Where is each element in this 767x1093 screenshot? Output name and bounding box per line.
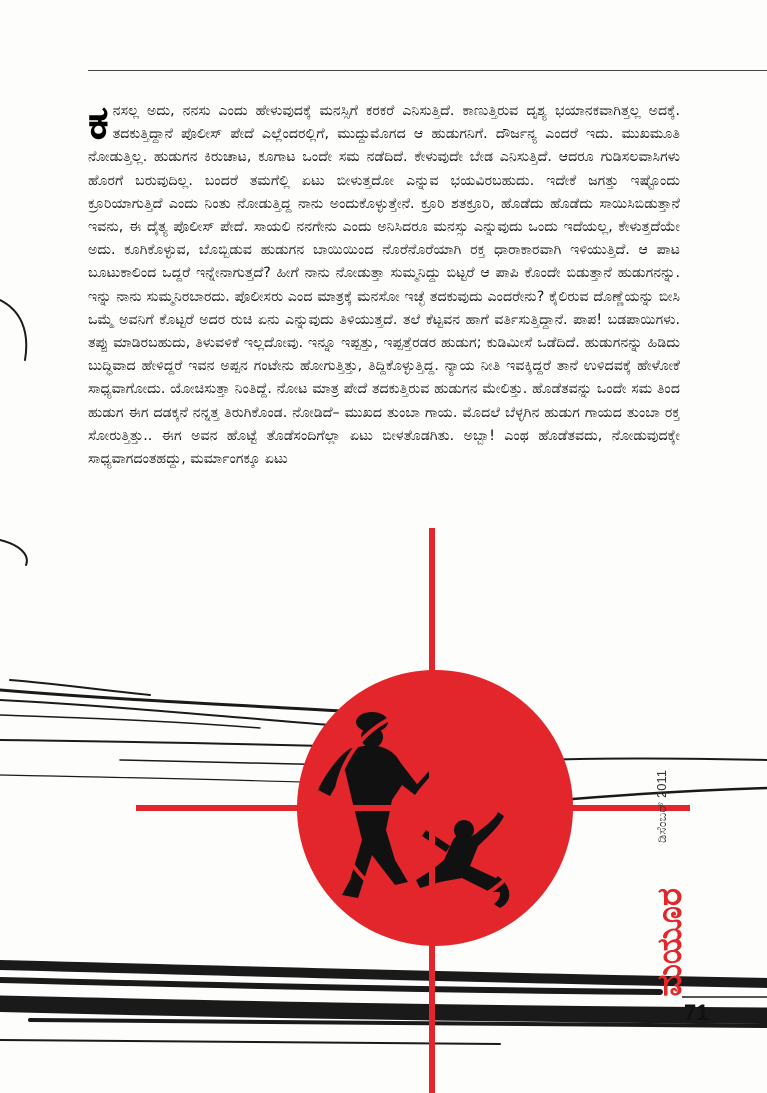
article-text: ನಸಲ್ಲ ಅದು, ನನಸು ಎಂದು ಹೇಳುವುದಕ್ಕೆ ಮನಸ್ಸಿಗೆ ಕರಕರೆ ಎನಿಸುತ್ತಿದೆ. ಕಾಣುತ್ತಿರುವ ದೃಶ್ಯ ಭಯಾನಕವಾಗಿತ್ತಲ್ಲ ಅದಕ್ಕೆ. ತದಕುತ್ತಿದ್ದಾನೆ ಪೊಲೀಸ್ ಪೇದೆ ಎಲ್ಲೆಂದರಲ್ಲಿಗೆ, ಮುದ್ದುಮೊಗದ ಆ ಹುಡುಗನಿಗೆ. ದೌರ್ಜನ್ಯ ಎಂದರೆ ಇದು. ಮುಖಮೂತಿ ನೋಡುತ್ತಿಲ್ಲ. ಹುಡುಗನ ಕಿರುಚಾಟ, ಕೂಗಾಟ ಒಂದೇ ಸಮ ನಡೆದಿದೆ. ಕೇಳುವುದೇ ಬೇಡ ಎನಿಸುತ್ತಿದೆ. ಆದರೂ ಗುಡಿಸಲವಾಸಿಗಳು ಹೊರಗೆ ಬರುವುದಿಲ್ಲ. ಬಂದರೆ ತಮಗೆಲ್ಲಿ ಏಟು ಬೀಳುತ್ತದೋ ಎನ್ನುವ ಭಯವಿರಬಹುದು. ಇದೇಕೆ ಜಗತ್ತು ಇಷ್ಟೊಂದು ಕ್ರೂರಿಯಾಗುತ್ತಿದೆ ಎಂದು ನಿಂತು ನೋಡುತ್ತಿದ್ದ ನಾನು ಅಂದುಕೊಳ್ಳುತ್ತೇನೆ. ಕ್ರೂರಿ ಶತಕ್ರೂರಿ, ಹೊಡೆದು ಹೊಡೆದು ಸಾಯಿಸಿಬಿಡುತ್ತಾನೆ ಇವನು, ಈ ದೈತ್ಯ ಪೊಲೀಸ್ ಪೇದೆ. ಸಾಯಲಿ ನನಗೇನು ಎಂದು ಅನಿಸಿದರೂ ಮನಸ್ಸು ಎನ್ನುವುದು ಒಂದು ಇದೆಯಲ್ಲ, ಕೇಳುತ್ತದೆಯೇ ಅದು. ಕೂಗಿಕೊಳ್ಳುವ, ಬೊಬ್ಬಿಡುವ ಹುಡುಗನ ಬಾಯಿಯಿಂದ ನೊರೆನೊರೆಯಾಗಿ ರಕ್ತ ಧಾರಾಕಾರವಾಗಿ ಇಳಿಯುತ್ತಿದೆ. ಆ ಪಾಟ ಬೂಟುಕಾಲಿಂದ ಒದ್ದರೆ ಇನ್ನೇನಾಗುತ್ತದೆ? ಹೀಗೆ ನಾನು ನೋಡುತ್ತಾ ಸುಮ್ಮನಿದ್ದು ಬಿಟ್ಟರೆ ಆ ಪಾಪಿ ಕೊಂದೇ ಬಿಡುತ್ತಾನೆ ಹುಡುಗನನ್ನು. ಇನ್ನು ನಾನು ಸುಮ್ಮನಿರಬಾರದು. ಪೊಲೀಸರು ಎಂದ ಮಾತ್ರಕ್ಕೆ ಮನಸೋ ಇಚ್ಛೆ ತದಕುವುದು ಎಂದರೇನು? ಕೈಲಿರುವ ದೊಣ್ಣೆಯನ್ನು ಬೀಸಿ ಒಮ್ಮೆ ಅವನಿಗೆ ಕೊಟ್ಟರೆ ಅದರ ರುಚಿ ಏನು ಎನ್ನುವುದು ತಿಳಿಯುತ್ತದೆ. ತಲೆ ಕೆಟ್ಟವನ ಹಾಗೆ ವರ್ತಿಸುತ್ತಿದ್ದಾನೆ. ಪಾಪ! ಬಡಪಾಯಿಗಳು. ತಪ್ಪು ಮಾಡಿರಬಹುದು, ತಿಳುವಳಿಕೆ ಇಲ್ಲದೋವು. ಇನ್ನೂ ಇಪ್ಪತ್ತು, ಇಪ್ಪತ್ತೆರಡರ ಹುಡುಗ; ಕುಡಿಮೀಸೆ ಒಡೆದಿದೆ. ಹುಡುಗನನ್ನು ಹಿಡಿದು ಬುದ್ಧಿವಾದ ಹೇಳಿದ್ದರೆ ಇವನ ಅಪ್ಪನ ಗಂಟೇನು ಹೋಗುತ್ತಿತ್ತು, ತಿದ್ದಿಕೊಳ್ಳುತ್ತಿದ್ದ. ನ್ಯಾಯ ನೀತಿ ಇವಕ್ಕಿದ್ದರೆ ತಾನೆ ಉಳಿದವಕ್ಕೆ ಹೇಳೋಕೆ ಸಾಧ್ಯವಾಗೋದು. ಯೋಚಿಸುತ್ತಾ ನಿಂತಿದ್ದೆ. ನೋಟ ಮಾತ್ರ ಪೇದೆ ತದಕುತ್ತಿರುವ ಹುಡುಗನ ಮೇಲಿತ್ತು. ಹೊಡೆತವನ್ನು ಒಂದೇ ಸಮ ತಿಂದ ಹುಡುಗ ಈಗ ದಡಕ್ಕನೆ ನನ್ನತ್ತ ತಿರುಗಿಕೊಂಡ. ನೋಡಿದೆ– ಮುಖದ ತುಂಬಾ ಗಾಯ. ಮೊದಲೆ ಬೆಳ್ಳಗಿನ ಹುಡುಗ ಗಾಯದ ತುಂಬಾ ರಕ್ತ ಸೋರುತ್ತಿತ್ತು.. ಈಗ ಅವನ ಹೊಟ್ಟೆ ತೊಡೆಸಂದಿಗೆಲ್ಲಾ ಏಟು ಬೀಳತೊಡಗಿತು. ಅಬ್ಬಾ! ಎಂಥ ಹೊಡೆತವದು, ನೋಡುವುದಕ್ಕೇ ಸಾಧ್ಯವಾಗದಂತಹದ್ದು, ಮರ್ಮಾಂಗಕ್ಕೂ ಏಟು (88, 103, 680, 468)
issue-date: ಡಿಸೆಂಬರ್ 2011 (654, 770, 669, 843)
article-paragraph (88, 95, 680, 471)
red-sun (300, 673, 570, 943)
article-body (88, 95, 680, 471)
folio-rule (682, 996, 767, 998)
magazine-branding (650, 770, 690, 1030)
drop-cap: ಕ (88, 95, 109, 149)
magazine-logo: ಮಯೂರ (650, 888, 690, 997)
page-number: 71 (684, 1000, 709, 1025)
